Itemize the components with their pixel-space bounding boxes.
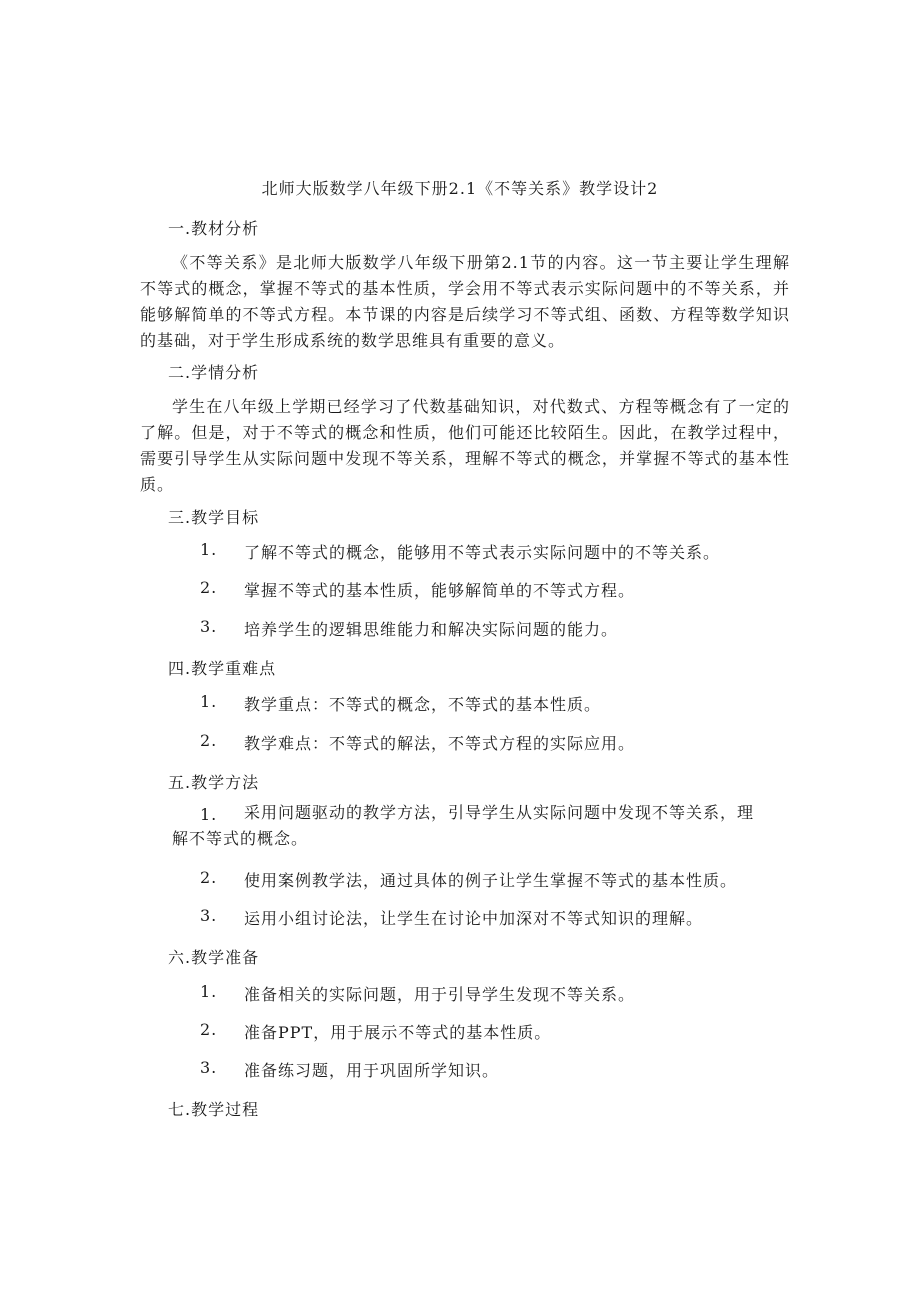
- document-title: 北师大版数学八年级下册2.1《不等关系》教学设计2: [261, 179, 659, 198]
- list-number: 2.: [200, 578, 218, 597]
- list-number: 1.: [200, 692, 218, 711]
- list-item: [172, 800, 790, 852]
- list-number: 2.: [200, 868, 218, 887]
- list-number: 3.: [200, 906, 218, 925]
- list-text-continued: 解不等式的概念。: [172, 829, 309, 848]
- list-text: 准备相关的实际问题，用于引导学生发现不等关系。: [244, 985, 636, 1004]
- list-text: 采用问题驱动的教学方法，引导学生从实际问题中发现不等关系，理: [244, 803, 755, 822]
- list-text: 了解不等式的概念，能够用不等式表示实际问题中的不等关系。: [244, 543, 721, 562]
- section-heading-teaching-goals: 三.教学目标: [168, 508, 260, 527]
- list-text: 准备PPT，用于展示不等式的基本性质。: [244, 1023, 552, 1042]
- paragraph-student-analysis: 学生在八年级上学期已经学习了代数基础知识，对代数式、方程等概念有了一定的了解。但是，对于不等式的概念和性质，他们可能还比较陌生。因此，在教学过程中，需要引导学生从实际问题中发现不等关系，理解不等式的概念，并掌握不等式的基本性质。: [140, 397, 790, 494]
- paragraph-textbook-analysis: 《不等关系》是北师大版数学八年级下册第2.1节的内容。这一节主要让学生理解不等式的概念，掌握不等式的基本性质，学会用不等式表示实际问题中的不等关系，并能够解简单的不等式方程。本节课的内容是后续学习不等式组、函数、方程等数学知识的基础，对于学生形成系统的数学思维具有重要的意义。: [140, 253, 790, 350]
- list-number: 3.: [200, 617, 218, 636]
- list-text: 教学重点：不等式的概念，不等式的基本性质。: [244, 695, 602, 714]
- section-heading-teaching-methods: 五.教学方法: [168, 773, 260, 792]
- section-heading-key-points: 四.教学重难点: [168, 659, 277, 678]
- section-heading-textbook-analysis: 一.教材分析: [168, 219, 260, 238]
- section-heading-teaching-preparation: 六.教学准备: [168, 948, 260, 967]
- list-number: 2.: [200, 1020, 218, 1039]
- list-number: 3.: [200, 1058, 218, 1077]
- section-heading-teaching-process: 七.教学过程: [168, 1100, 260, 1119]
- list-text: 运用小组讨论法，让学生在讨论中加深对不等式知识的理解。: [244, 909, 704, 928]
- list-text: 培养学生的逻辑思维能力和解决实际问题的能力。: [244, 620, 619, 639]
- section-heading-student-analysis: 二.学情分析: [168, 363, 260, 382]
- list-number: 1.: [200, 805, 218, 824]
- list-number: 1.: [200, 540, 218, 559]
- list-number: 2.: [200, 731, 218, 750]
- list-text: 准备练习题，用于巩固所学知识。: [244, 1061, 500, 1080]
- list-text: 使用案例教学法，通过具体的例子让学生掌握不等式的基本性质。: [244, 871, 738, 890]
- list-text: 掌握不等式的基本性质，能够解简单的不等式方程。: [244, 581, 636, 600]
- list-number: 1.: [200, 982, 218, 1001]
- list-text: 教学难点：不等式的解法，不等式方程的实际应用。: [244, 734, 636, 753]
